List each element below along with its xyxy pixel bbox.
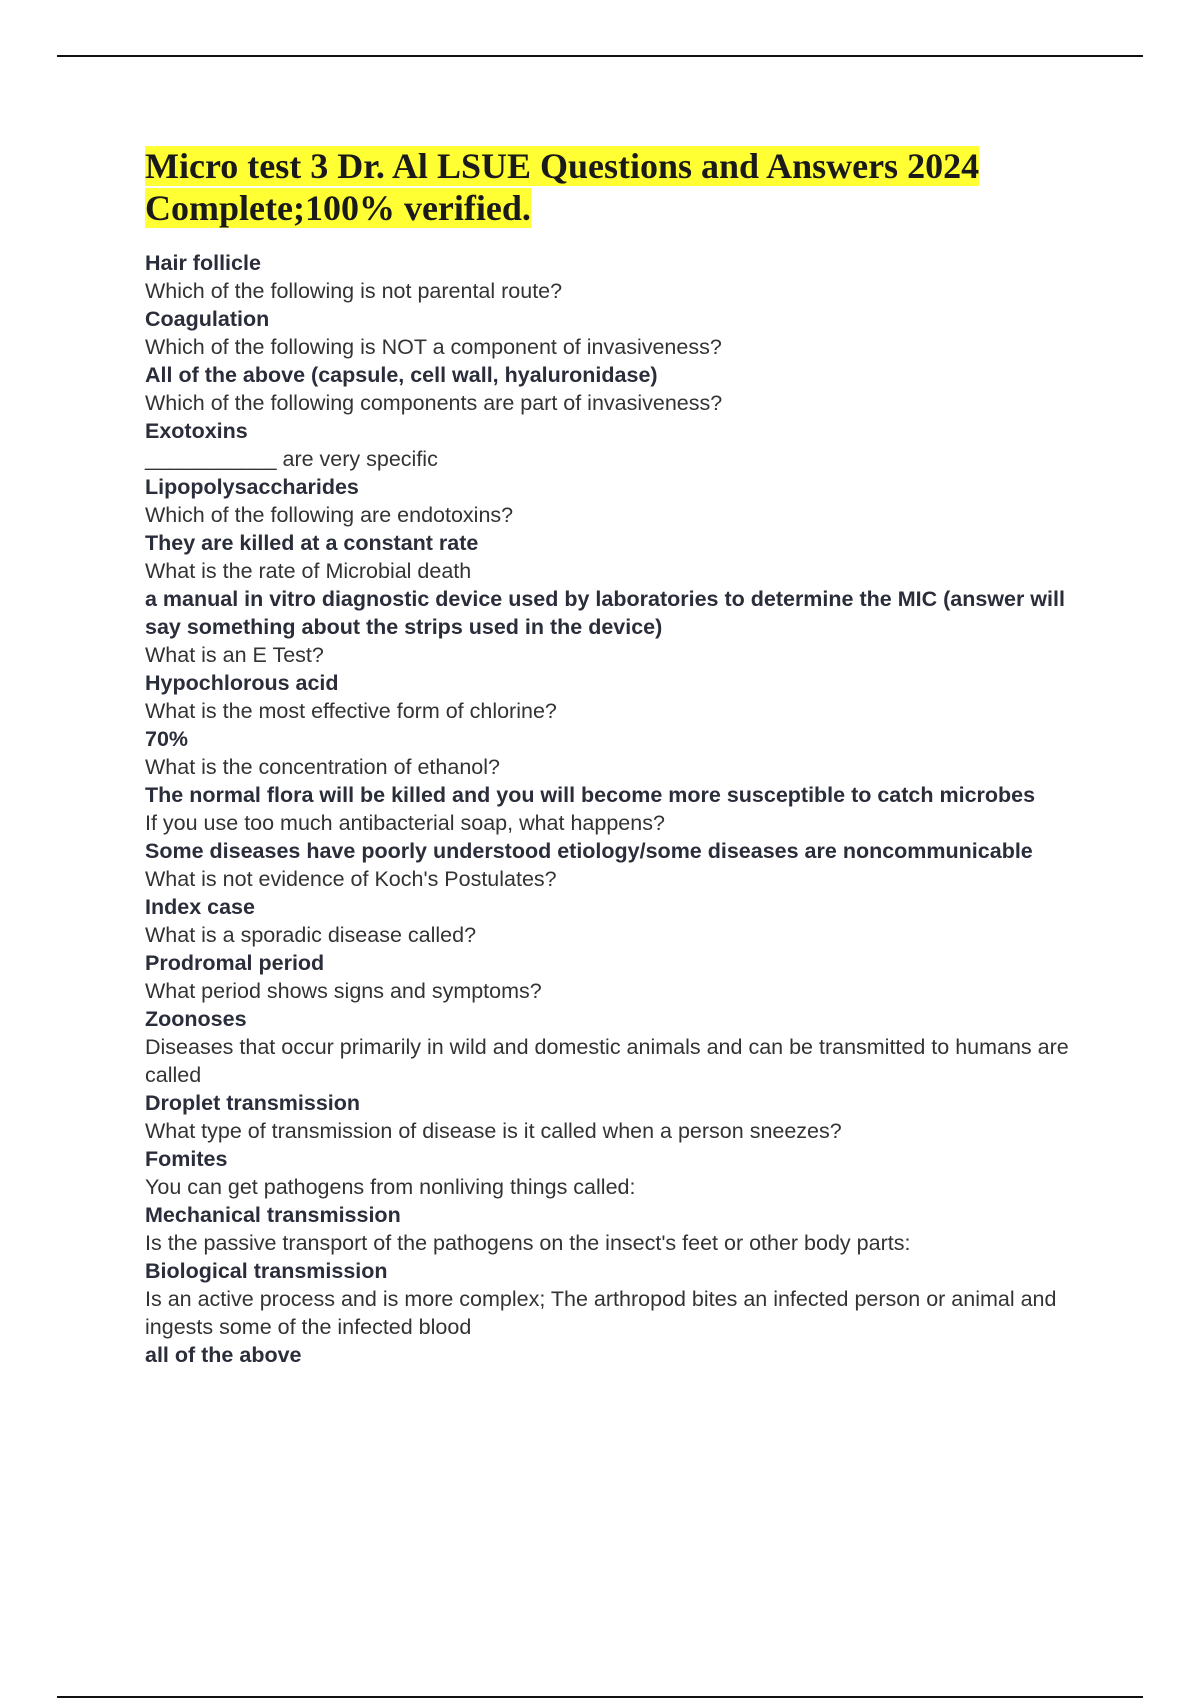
answer-text: Some diseases have poorly understood etiology/some diseases are noncommunicable <box>145 839 1033 863</box>
question-text: If you use too much antibacterial soap, what happens? <box>145 811 665 835</box>
answer-text: Index case <box>145 895 255 919</box>
answer-text: Zoonoses <box>145 1007 247 1031</box>
answer-text: Mechanical transmission <box>145 1203 401 1227</box>
document-title <box>145 145 1075 229</box>
answer-text: Coagulation <box>145 307 270 331</box>
answer-text: Fomites <box>145 1147 228 1171</box>
answer-text: Lipopolysaccharides <box>145 475 359 499</box>
answer-text: Biological transmission <box>145 1259 388 1283</box>
question-text: ___________ are very specific <box>145 447 438 471</box>
question-text: Is the passive transport of the pathogens on the insect's feet or other body parts: <box>145 1231 911 1255</box>
question-text: What is the concentration of ethanol? <box>145 755 500 779</box>
question-text: Diseases that occur primarily in wild and domestic animals and can be transmitted to humans are called <box>145 1035 1069 1087</box>
question-text: Which of the following components are part of invasiveness? <box>145 391 723 415</box>
question-text: What is not evidence of Koch's Postulates? <box>145 867 557 891</box>
answer-text: Hair follicle <box>145 251 261 275</box>
question-text: What is the rate of Microbial death <box>145 559 472 583</box>
document-body <box>145 145 1075 1369</box>
question-text: You can get pathogens from nonliving things called: <box>145 1175 636 1199</box>
question-text: What type of transmission of disease is it called when a person sneezes? <box>145 1119 842 1143</box>
answer-text: Prodromal period <box>145 951 325 975</box>
answer-text: all of the above <box>145 1343 302 1367</box>
answer-text: 70% <box>145 727 189 751</box>
footer-rule <box>57 1696 1143 1698</box>
answer-text: Droplet transmission <box>145 1091 361 1115</box>
question-text: What period shows signs and symptoms? <box>145 979 542 1003</box>
question-text: What is the most effective form of chlorine? <box>145 699 557 723</box>
question-text: Which of the following are endotoxins? <box>145 503 514 527</box>
title-line-1: Micro test 3 Dr. Al LSUE Questions and Answers 2024 <box>145 146 980 186</box>
header-rule <box>57 55 1143 57</box>
question-text: Is an active process and is more complex; The arthropod bites an infected person or animal and ingests some of the infected blood <box>145 1287 1057 1339</box>
question-text: What is a sporadic disease called? <box>145 923 477 947</box>
question-text: Which of the following is not parental route? <box>145 279 563 303</box>
answer-text: The normal flora will be killed and you will become more susceptible to catch microbes <box>145 783 1036 807</box>
answer-text: Exotoxins <box>145 419 248 443</box>
title-line-2: Complete;100% verified. <box>145 188 531 228</box>
qa-list <box>145 249 1075 1369</box>
answer-text: All of the above (capsule, cell wall, hyaluronidase) <box>145 363 658 387</box>
answer-text: a manual in vitro diagnostic device used by laboratories to determine the MIC (answer will say something about the strips used in the device) <box>145 587 1065 639</box>
question-text: What is an E Test? <box>145 643 324 667</box>
answer-text: Hypochlorous acid <box>145 671 339 695</box>
answer-text: They are killed at a constant rate <box>145 531 479 555</box>
question-text: Which of the following is NOT a component of invasiveness? <box>145 335 722 359</box>
